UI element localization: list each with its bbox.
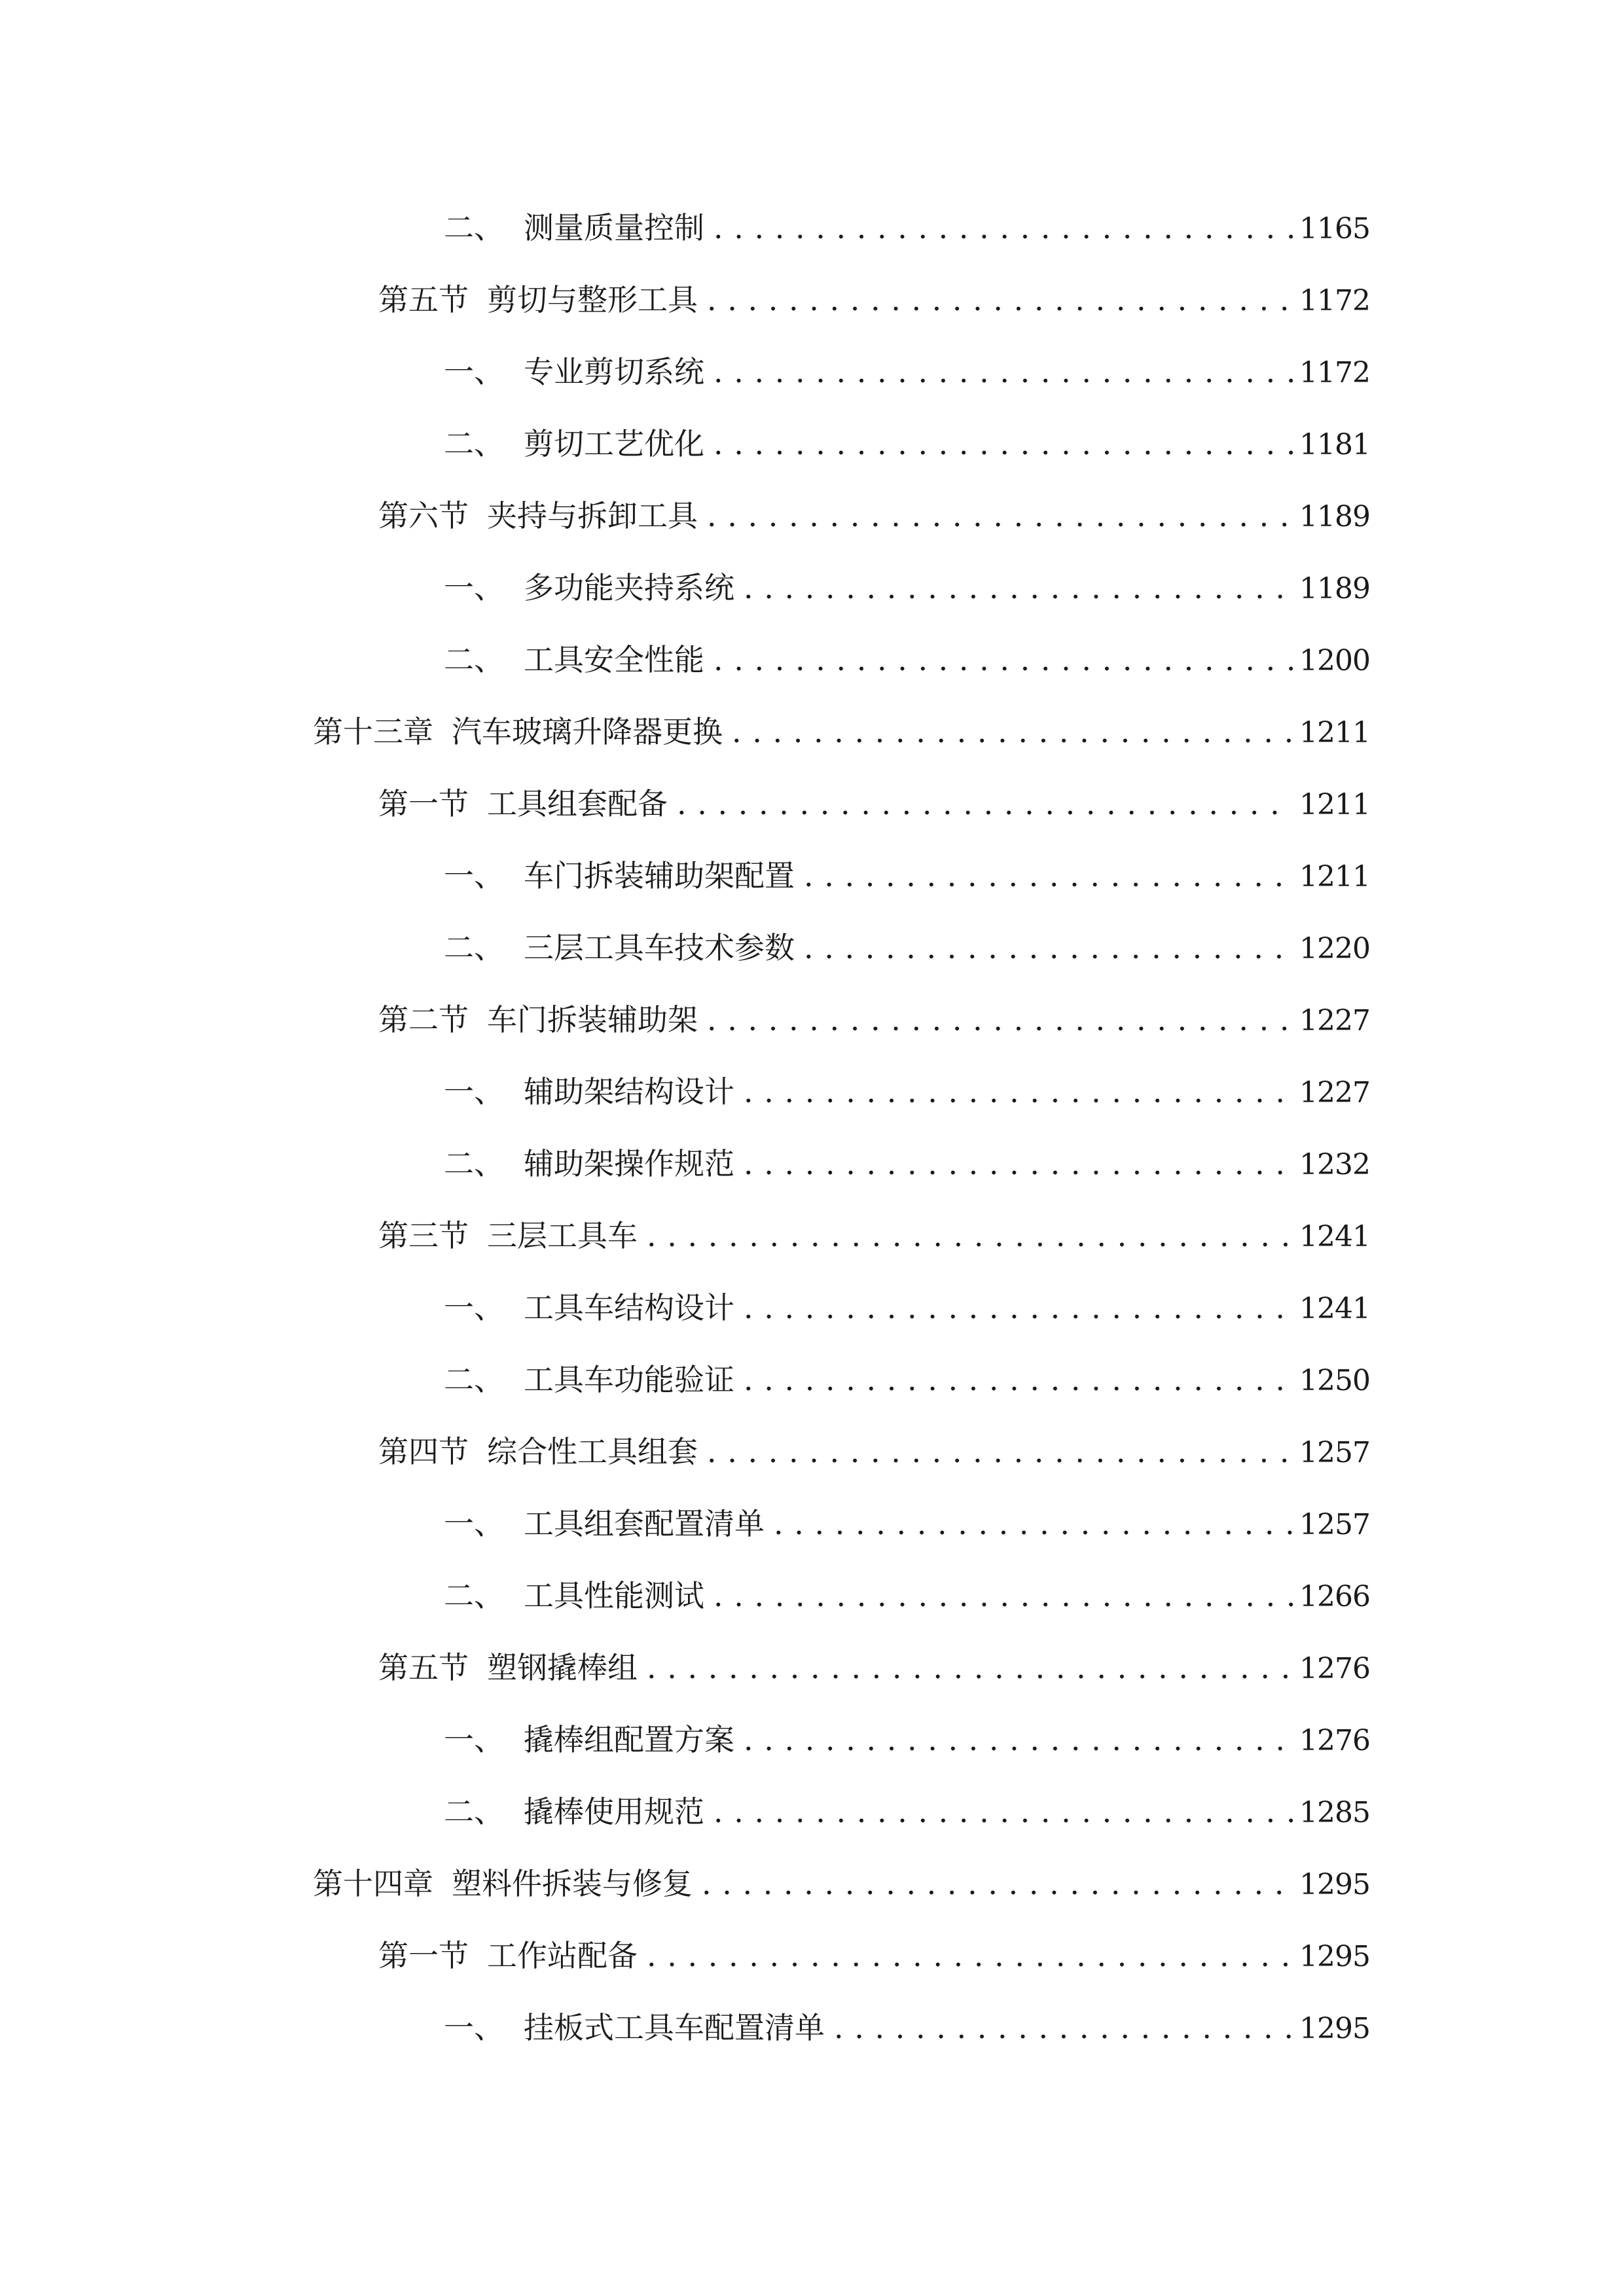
toc-entry-page: 1200 — [1299, 644, 1370, 677]
toc-entry-title: 塑料件拆装与修复 — [452, 1866, 693, 1901]
toc-entry-number: 第五节 — [378, 1650, 469, 1685]
toc-dot-leader — [804, 928, 1293, 967]
toc-entry-page: 1165 — [1299, 212, 1370, 245]
toc-entry[interactable] — [0, 196, 1624, 268]
toc-dot-leader — [713, 640, 1293, 679]
toc-dot-leader — [804, 856, 1293, 895]
toc-entry[interactable] — [0, 1996, 1624, 2068]
toc-entry-number: 一、 — [444, 570, 504, 605]
toc-entry-number: 第一节 — [378, 786, 469, 821]
toc-entry-title: 三层工具车 — [487, 1218, 638, 1253]
toc-entry-title: 夹持与拆卸工具 — [487, 498, 698, 533]
toc-entry-page: 1189 — [1299, 572, 1370, 605]
toc-entry[interactable] — [0, 1420, 1624, 1492]
toc-entry-page: 1211 — [1299, 860, 1370, 893]
toc-entry-page: 1257 — [1299, 1508, 1370, 1541]
toc-entry-page: 1241 — [1299, 1292, 1370, 1325]
toc-entry-number: 二、 — [444, 1146, 504, 1181]
toc-entry-page: 1295 — [1299, 1868, 1370, 1901]
toc-entry-number: 一、 — [444, 2010, 504, 2045]
toc-dot-leader — [647, 1648, 1293, 1687]
toc-entry[interactable] — [0, 700, 1624, 772]
toc-entry-title: 多功能夹持系统 — [524, 570, 734, 605]
toc-entry-number: 二、 — [444, 210, 504, 245]
toc-entry-page: 1241 — [1299, 1220, 1370, 1253]
toc-entry-title: 辅助架操作规范 — [524, 1146, 734, 1181]
toc-entry[interactable] — [0, 1564, 1624, 1636]
toc-dot-leader — [707, 496, 1293, 535]
toc-entry-page: 1189 — [1299, 500, 1370, 533]
toc-dot-leader — [744, 1072, 1293, 1111]
toc-entry-page: 1172 — [1299, 356, 1370, 389]
toc-entry-number: 第十三章 — [313, 714, 433, 749]
toc-entry-title: 工作站配备 — [487, 1938, 638, 1973]
toc-entry[interactable] — [0, 268, 1624, 340]
toc-entry-title: 工具安全性能 — [524, 642, 704, 677]
toc-dot-leader — [774, 1504, 1293, 1543]
toc-entry[interactable] — [0, 1780, 1624, 1852]
toc-dot-leader — [647, 1936, 1293, 1975]
toc-entry-page: 1232 — [1299, 1148, 1370, 1181]
toc-entry[interactable] — [0, 1708, 1624, 1780]
toc-dot-leader — [707, 1000, 1293, 1039]
toc-entry-title: 辅助架结构设计 — [524, 1074, 734, 1109]
toc-entry[interactable] — [0, 484, 1624, 556]
toc-entry-title: 综合性工具组套 — [487, 1434, 698, 1469]
toc-entry-number: 第六节 — [378, 498, 469, 533]
toc-entry-title: 撬棒使用规范 — [524, 1794, 704, 1829]
toc-entry-page: 1227 — [1299, 1076, 1370, 1109]
toc-entry-title: 车门拆装辅助架配置 — [524, 858, 795, 893]
toc-entry-title: 工具性能测试 — [524, 1578, 704, 1613]
toc-dot-leader — [744, 1720, 1293, 1759]
toc-entry-title: 工具组套配置清单 — [524, 1506, 765, 1541]
toc-entry-page: 1257 — [1299, 1436, 1370, 1469]
toc-dot-leader — [744, 1288, 1293, 1327]
toc-entry-number: 二、 — [444, 426, 504, 461]
toc-entry-page: 1295 — [1299, 2012, 1370, 2045]
toc-dot-leader — [713, 1576, 1293, 1615]
toc-entry-number: 一、 — [444, 354, 504, 389]
toc-entry-number: 第四节 — [378, 1434, 469, 1469]
toc-entry-number: 第十四章 — [313, 1866, 433, 1901]
toc-entry-page: 1276 — [1299, 1652, 1370, 1685]
toc-entry[interactable] — [0, 1348, 1624, 1420]
toc-entry-number: 一、 — [444, 1506, 504, 1541]
toc-entry-page: 1295 — [1299, 1940, 1370, 1973]
toc-entry-title: 剪切与整形工具 — [487, 282, 698, 317]
toc-entry-title: 汽车玻璃升降器更换 — [452, 714, 723, 749]
toc-entry-page: 1250 — [1299, 1364, 1370, 1397]
toc-entry-title: 车门拆装辅助架 — [487, 1002, 698, 1037]
toc-entry-number: 第五节 — [378, 282, 469, 317]
toc-entry-title: 专业剪切系统 — [524, 354, 704, 389]
toc-entry-page: 1211 — [1299, 788, 1370, 821]
toc-entry-title: 工具组套配备 — [487, 786, 668, 821]
toc-dot-leader — [744, 568, 1293, 607]
toc-dot-leader — [713, 424, 1293, 463]
toc-entry-page: 1220 — [1299, 932, 1370, 965]
toc-entry-number: 二、 — [444, 930, 504, 965]
toc-entry[interactable] — [0, 916, 1624, 988]
toc-dot-leader — [702, 1864, 1293, 1903]
toc-entry[interactable] — [0, 988, 1624, 1060]
toc-entry-number: 第三节 — [378, 1218, 469, 1253]
toc-entry-number: 二、 — [444, 1794, 504, 1829]
toc-dot-leader — [707, 280, 1293, 319]
toc-dot-leader — [744, 1144, 1293, 1183]
toc-entry-page: 1285 — [1299, 1796, 1370, 1829]
toc-dot-leader — [732, 712, 1293, 751]
toc-dot-leader — [713, 1792, 1293, 1831]
toc-entry[interactable] — [0, 556, 1624, 628]
toc-entry-title: 工具车功能验证 — [524, 1362, 734, 1397]
toc-entry[interactable] — [0, 340, 1624, 412]
toc-entry-title: 塑钢撬棒组 — [487, 1650, 638, 1685]
toc-entry-page: 1211 — [1299, 716, 1370, 749]
toc-entry-page: 1266 — [1299, 1580, 1370, 1613]
toc-entry[interactable] — [0, 772, 1624, 844]
toc-entry-number: 二、 — [444, 1578, 504, 1613]
toc-dot-leader — [677, 784, 1293, 823]
toc-entry[interactable] — [0, 1636, 1624, 1708]
toc-entry[interactable] — [0, 1060, 1624, 1132]
toc-entry-number: 二、 — [444, 642, 504, 677]
toc-entry[interactable] — [0, 412, 1624, 484]
toc-entry-number: 第二节 — [378, 1002, 469, 1037]
toc-entry-title: 撬棒组配置方案 — [524, 1722, 734, 1757]
toc-entry[interactable] — [0, 1276, 1624, 1348]
toc-entry[interactable] — [0, 1204, 1624, 1276]
toc-entry-page: 1227 — [1299, 1004, 1370, 1037]
toc-entry[interactable] — [0, 1132, 1624, 1204]
toc-dot-leader — [834, 2008, 1293, 2047]
table-of-contents — [0, 196, 1624, 2068]
toc-entry-number: 第一节 — [378, 1938, 469, 1973]
toc-dot-leader — [707, 1432, 1293, 1471]
toc-entry-number: 一、 — [444, 1722, 504, 1757]
toc-entry[interactable] — [0, 1492, 1624, 1564]
toc-dot-leader — [713, 208, 1293, 247]
toc-entry-page: 1181 — [1299, 428, 1370, 461]
toc-entry-title: 工具车结构设计 — [524, 1290, 734, 1325]
toc-entry-title: 测量质量控制 — [524, 210, 704, 245]
toc-entry-page: 1172 — [1299, 284, 1370, 317]
toc-entry-number: 一、 — [444, 858, 504, 893]
toc-entry[interactable] — [0, 1852, 1624, 1924]
toc-entry-title: 剪切工艺优化 — [524, 426, 704, 461]
toc-entry-page: 1276 — [1299, 1724, 1370, 1757]
toc-dot-leader — [647, 1216, 1293, 1255]
toc-entry[interactable] — [0, 628, 1624, 700]
toc-entry-number: 一、 — [444, 1290, 504, 1325]
toc-entry[interactable] — [0, 1924, 1624, 1996]
toc-dot-leader — [713, 352, 1293, 391]
toc-entry-title: 挂板式工具车配置清单 — [524, 2010, 825, 2045]
toc-entry[interactable] — [0, 844, 1624, 916]
toc-entry-number: 二、 — [444, 1362, 504, 1397]
toc-entry-title: 三层工具车技术参数 — [524, 930, 795, 965]
toc-dot-leader — [744, 1360, 1293, 1399]
toc-entry-number: 一、 — [444, 1074, 504, 1109]
